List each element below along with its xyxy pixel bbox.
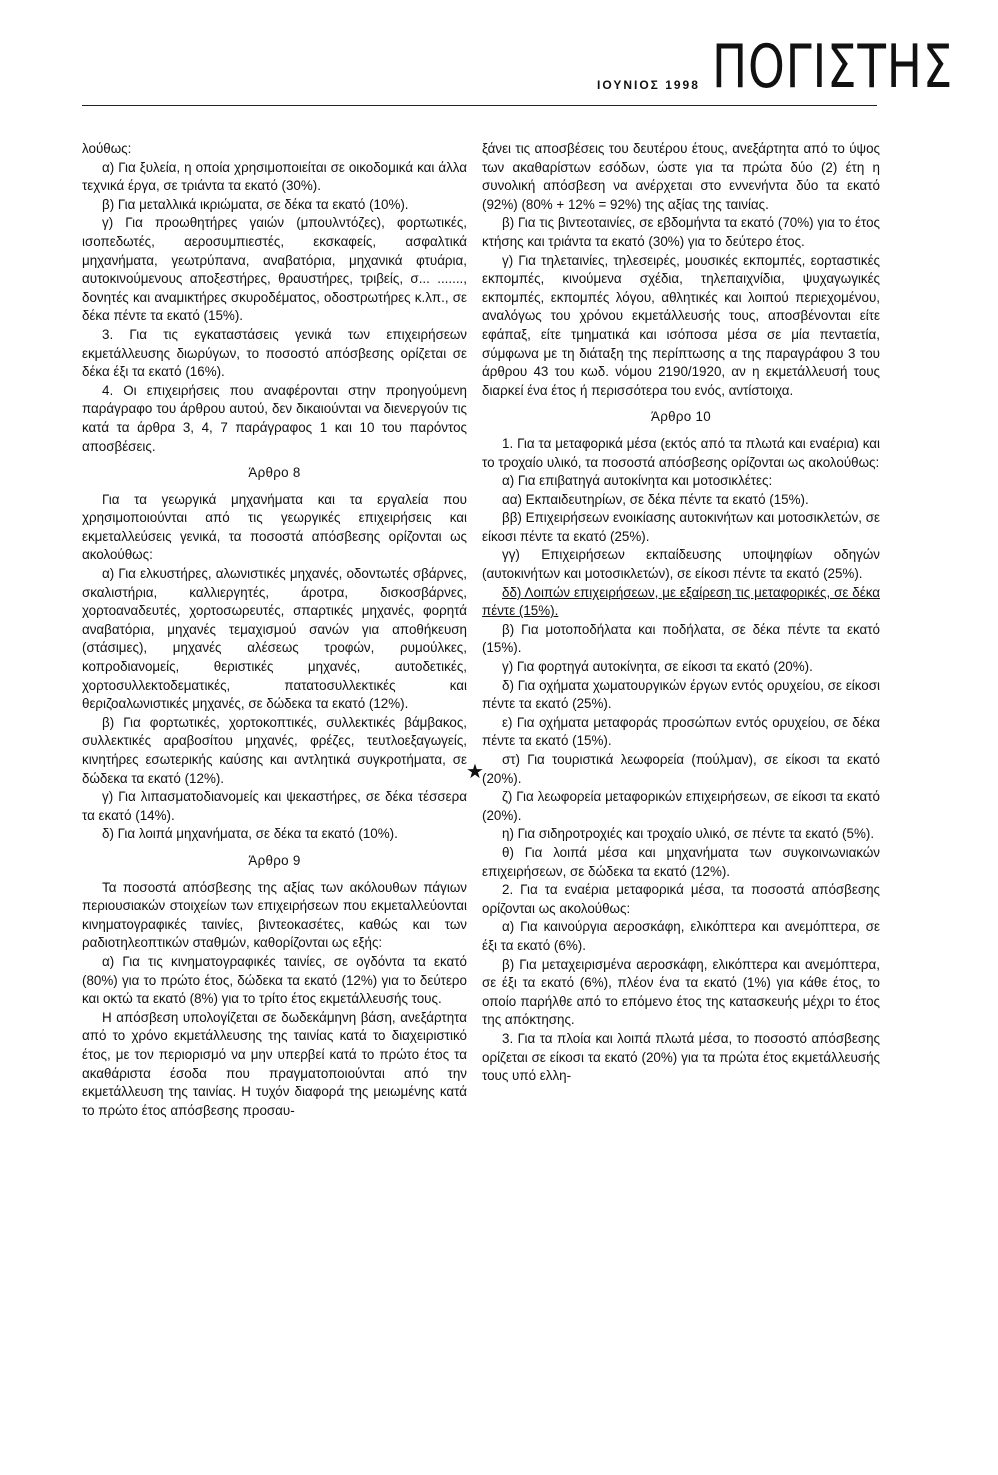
paragraph: ξάνει τις αποσβέσεις του δευτέρου έτους, ανεξάρτητα από το ύψος των ακαθαρίστων εσόδων, ώστε για τα πρώτα δύο (2) έτη η συνολική απόσβεση να ανέρχεται στο εννενήντα δύο τα εκατό (92%) (80% + 12% = 92%) της αξίας της ταινίας. — [482, 141, 880, 212]
paragraph: 4. Οι επιχειρήσεις που αναφέρονται στην προηγούμενη παράγραφο του άρθρου αυτού, δεν δικαιούνται να διενεργούν τις κατά τα άρθρα 3, 4, 7 παράγραφος 1 και 10 του παρόντος αποσβέσεις. — [82, 382, 467, 454]
star-annotation-icon: ★ — [466, 761, 484, 783]
paragraph: 1. Για τα μεταφορικά μέσα (εκτός από τα πλωτά και εναέρια) και το τροχαίο υλικό, τα ποσοστά απόσβεσης ορίζονται ως ακολούθως: — [482, 435, 880, 470]
paragraph: Τα ποσοστά απόσβεσης της αξίας των ακόλουθων πάγιων περιουσιακών στοιχείων των επιχειρήσεων που εκμεταλλεύονται κινηματογραφικές ταινίες, βιντεοκασέτες, καθώς και των ραδιοτηλεοπτικών σταθμών, καθορίζονται ως εξής: — [82, 879, 467, 951]
paragraph: Η απόσβεση υπολογίζεται σε δωδεκάμηνη βάση, ανεξάρτητα από το χρόνο εκμετάλλευσης της ταινίας κατά το διαχειριστικό έτος, με τον περιορισμό να μην υπερβεί κατά το πρώτο έτος τα ακαθάριστα έσοδα που πραγματοποιούνται από την εκμετάλλευση της ταινίας. Η τυχόν διαφορά της μειωμένης κατά το πρώτο έτος απόσβεσης προσαυ- — [82, 1009, 467, 1118]
paragraph: α) Για επιβατηγά αυτοκίνητα και μοτοσικλέτες: — [502, 473, 773, 489]
paragraph-underlined: γ) Για προωθητήρες γαιών (μπουλντόζες), φορτωτικές, ισοπεδωτές, αεροσυμπιεστές, εκσκαφείς, ασφαλτικά μηχανήματα, γεωτρύπανα, αναβατόρια, μηχανικά φτυάρια, αυτοκινούμενους αποξεστήρες, θραυστήρες, τριβείς, σ... ......., δονητές και αναμικτήρες σκυροδέματος, οδοστρωτήρες κ.λπ., σε δέκα πέντε τα εκατό (15%). — [82, 215, 467, 324]
article-heading-9: Άρθρο 9 — [248, 852, 301, 868]
paragraph: β) Για τις βιντεοταινίες, σε εβδομήντα τα εκατό (70%) για το έτος κτήσης και τριάντα τα εκατό (30%) για το δεύτερο έτος. — [482, 215, 880, 249]
paragraph: ββ) Επιχειρήσεων ενοικίασης αυτοκινήτων και μοτοσικλετών, σε είκοσι πέντε τα εκατό (25%). — [482, 510, 880, 544]
right-column — [482, 140, 880, 1086]
paragraph: β) Για μεταλλικά ικριώματα, σε δέκα τα εκατό (10%). — [102, 196, 409, 212]
paragraph: α) Για τις κινηματογραφικές ταινίες, σε ογδόντα τα εκατό (80%) για το πρώτο έτος, δώδεκα τα εκατό (12%) για το δεύτερο και οκτώ τα εκατό (8%) για το τρίτο έτος εκμετάλλευσής τους. — [82, 953, 467, 1007]
article-heading-10: Άρθρο 10 — [650, 409, 712, 425]
paragraph: β) Για μοτοποδήλατα και ποδήλατα, σε δέκα πέντε τα εκατό (15%). — [482, 621, 880, 656]
paragraph: β) Για μεταχειρισμένα αεροσκάφη, ελικόπτερα και ανεμόπτερα, σε έξι τα εκατό (6%), πλέον ένα τα εκατό (1%) για κάθε έτος, το οποίο παρήλθε από το επόμενο έτος της κατασκευής μέχρι το έτος της απόκτησης. — [482, 956, 880, 1028]
issue-date: ΙΟΥΝΙΟΣ 1998 — [597, 78, 700, 92]
paragraph: 3. Για τις εγκαταστάσεις γενικά των επιχειρήσεων εκμετάλλευσης διωρύγων, το ποσοστό απόσβεσης ορίζεται σε δέκα έξι τα εκατό (16%). — [82, 326, 467, 380]
paragraph: 2. Για τα εναέρια μεταφορικά μέσα, τα ποσοστά απόσβεσης ορίζονται ως ακολούθως: — [482, 882, 880, 916]
page-header — [0, 0, 998, 110]
paragraph-underlined: δδ) Λοιπών επιχειρήσεων, με εξαίρεση τις μεταφορικές, σε δέκα πέντε (15%). — [482, 584, 880, 619]
magazine-logo: ΠΟΓΙΣΤΗΣ — [712, 32, 954, 102]
paragraph: γ) Για φορτηγά αυτοκίνητα, σε είκοσι τα εκατό (20%). — [502, 659, 813, 675]
left-column — [82, 140, 467, 1120]
paragraph: θ) Για λοιπά μέσα και μηχανήματα των συγκοινωνιακών επιχειρήσεων, σε δώδεκα τα εκατό (12%). — [482, 844, 880, 879]
paragraph: 3. Για τα πλοία και λοιπά πλωτά μέσα, το ποσοστό απόσβεσης ορίζεται σε είκοσι τα εκατό (20%) για τα πρώτα έτος εκμετάλλευσής τους υπό ελλη- — [482, 1030, 880, 1084]
paragraph: α) Για ξυλεία, η οποία χρησιμοποιείται σε οικοδομικά και άλλα τεχνικά έργα, σε τριάντα τα εκατό (30%). — [82, 159, 467, 194]
paragraph: Για τα γεωργικά μηχανήματα και τα εργαλεία που χρησιμοποιούνται από τις γεωργικές επιχειρήσεις και εκμεταλλεύσεις γενικά, τα ποσοστά απόσβεσης ορίζονται ως ακολούθως: — [82, 491, 467, 563]
paragraph: δ) Για λοιπά μηχανήματα, σε δέκα τα εκατό (10%). — [102, 826, 398, 842]
paragraph: λούθως: — [82, 141, 132, 156]
header-rule — [82, 105, 877, 106]
paragraph: αα) Εκπαιδευτηρίων, σε δέκα πέντε τα εκατό (15%). — [502, 491, 809, 507]
paragraph: α) Για ελκυστήρες, αλωνιστικές μηχανές, οδοντωτές σβάρνες, σκαλιστήρια, καλλιεργητές, άροτρα, δισκοσβάρνες, χορτοαναδευτές, χορτοσωρευτές, σπαρτικές μηχανές, φορητά αναβατόρια, μηχανές τεμαχισμού σανών για αποθήκευση (στάσιμες), μηχανές αλέσεως τροφών, ρυμούλκες, κοπροδιανομείς, θεριστικές μηχανές, αυτοδετικές, χορτοσυλλεκτοδεματικές, πατατοσυλλεκτικές και θεριζοαλωνιστικές μηχανές, σε δώδεκα τα εκατό (12%). — [82, 566, 467, 712]
paragraph: ζ) Για λεωφορεία μεταφορικών επιχειρήσεων, σε είκοσι τα εκατό (20%). — [482, 789, 880, 823]
paragraph: ε) Για οχήματα μεταφοράς προσώπων εντός ορυχείου, σε δέκα πέντε τα εκατό (15%). — [482, 714, 880, 749]
paragraph: γ) Για τηλεταινίες, τηλεσειρές, μουσικές εκπομπές, εορταστικές εκπομπές, κινούμενα σχέδια, τηλεπαιχνίδια, ψυχαγωγικές εκπομπές, εκπομπές λόγου, αθλητικές και λοιπού περιεχομένου, αναλόγως του χρόνου εκμετάλλευσής τους, αποσβένονται είτε εφάπαξ, είτε τμηματικά και ισόποσα μέσα σε μία πενταετία, σύμφωνα με τη διάταξη της περίπτωσης α της παραγράφου 3 του άρθρου 43 του κωδ. νόμου 2190/1920, αν η εκμετάλλευσή τους διαρκεί ένα έτος ή περισσότερα του ενός, αντίστοιχα. — [482, 252, 880, 398]
paragraph: α) Για καινούργια αεροσκάφη, ελικόπτερα και ανεμόπτερα, σε έξι τα εκατό (6%). — [482, 919, 880, 953]
article-heading-8: Άρθρο 8 — [248, 465, 301, 481]
paragraph: β) Για φορτωτικές, χορτοκοπτικές, συλλεκτικές βάμβακος, συλλεκτικές αραβοσίτου μηχανές, φρέζες, τευτλοεξαγωγείς, κινητήρες εσωτερικής καύσης και αντλητικά συγκροτήματα, σε δώδεκα τα εκατό (12%). — [82, 714, 467, 786]
paragraph: γγ) Επιχειρήσεων εκπαίδευσης υποψηφίων οδηγών (αυτοκινήτων και μοτοσικλετών), σε είκοσι πέντε τα εκατό (25%). — [482, 547, 880, 582]
paragraph: δ) Για οχήματα χωματουργικών έργων εντός ορυχείου, σε είκοσι πέντε τα εκατό (25%). — [482, 677, 880, 712]
paragraph: στ) Για τουριστικά λεωφορεία (πούλμαν), σε είκοσι τα εκατό (20%). — [482, 752, 880, 786]
paragraph: γ) Για λιπασματοδιανομείς και ψεκαστήρες, σε δέκα τέσσερα τα εκατό (14%). — [82, 789, 467, 823]
paragraph: η) Για σιδηροτροχιές και τροχαίο υλικό, σε πέντε τα εκατό (5%). — [502, 826, 875, 842]
